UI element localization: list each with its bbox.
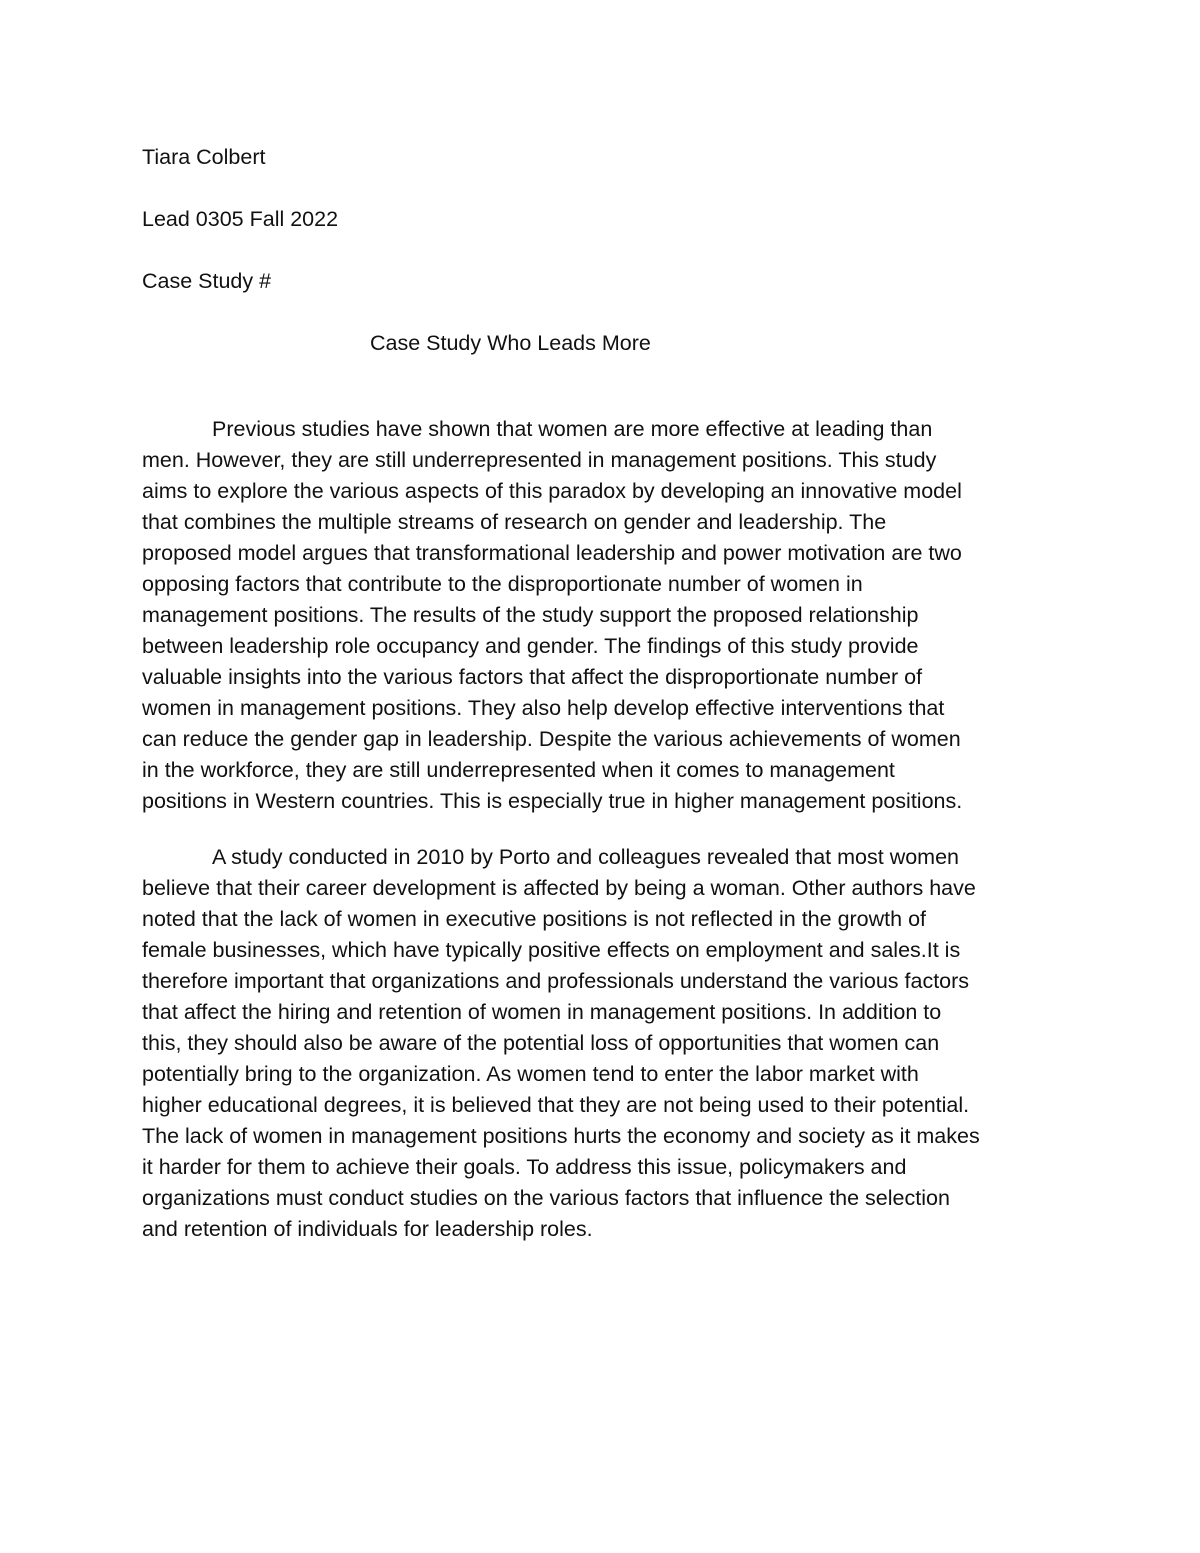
paragraph-2 (142, 842, 1072, 1245)
paragraph-line: valuable insights into the various factors that affect the disproportionate number of (142, 665, 923, 689)
paragraph-line: aims to explore the various aspects of this paradox by developing an innovative model (142, 479, 962, 503)
paragraph-line: in the workforce, they are still underrepresented when it comes to management (142, 758, 895, 782)
paragraph-line: The lack of women in management positions hurts the economy and society as it makes (142, 1124, 980, 1148)
paragraph-line: women in management positions. They also help develop effective interventions that (142, 696, 945, 720)
document-title: Case Study Who Leads More (370, 331, 651, 355)
paragraph-line: noted that the lack of women in executive positions is not reflected in the growth of (142, 907, 927, 931)
paragraph-line: A study conducted in 2010 by Porto and colleagues revealed that most women (212, 845, 959, 869)
paragraph-line: it harder for them to achieve their goals. To address this issue, policymakers and (142, 1155, 907, 1179)
paragraph-line: therefore important that organizations and professionals understand the various factors (142, 969, 970, 993)
paragraph-line: can reduce the gender gap in leadership. Despite the various achievements of women (142, 727, 961, 751)
paragraph-line: management positions. The results of the study support the proposed relationship (142, 603, 919, 627)
course-info: Lead 0305 Fall 2022 (142, 207, 339, 231)
paragraph-line: positions in Western countries. This is especially true in higher management positions. (142, 789, 963, 813)
paragraph-1 (142, 414, 1072, 817)
paragraph-line: higher educational degrees, it is believed that they are not being used to their potential. (142, 1093, 970, 1117)
paragraph-line: Previous studies have shown that women are more effective at leading than (212, 417, 933, 441)
author-name: Tiara Colbert (142, 145, 266, 169)
paragraph-line: that combines the multiple streams of research on gender and leadership. The (142, 510, 887, 534)
paragraph-line: female businesses, which have typically positive effects on employment and sales.It is (142, 938, 961, 962)
paragraph-line: potentially bring to the organization. As women tend to enter the labor market with (142, 1062, 919, 1086)
paragraph-line: this, they should also be aware of the potential loss of opportunities that women can (142, 1031, 940, 1055)
paragraph-line: between leadership role occupancy and gender. The findings of this study provide (142, 634, 919, 658)
paragraph-line: organizations must conduct studies on the various factors that influence the selection (142, 1186, 950, 1210)
paragraph-line: opposing factors that contribute to the disproportionate number of women in (142, 572, 863, 596)
case-study-number: Case Study # (142, 269, 272, 293)
paragraph-line: men. However, they are still underrepresented in management positions. This study (142, 448, 937, 472)
paragraph-line: proposed model argues that transformational leadership and power motivation are two (142, 541, 962, 565)
paragraph-line: that affect the hiring and retention of women in management positions. In addition to (142, 1000, 942, 1024)
paragraph-line: and retention of individuals for leadership roles. (142, 1217, 593, 1241)
paragraph-line: believe that their career development is affected by being a woman. Other authors have (142, 876, 976, 900)
